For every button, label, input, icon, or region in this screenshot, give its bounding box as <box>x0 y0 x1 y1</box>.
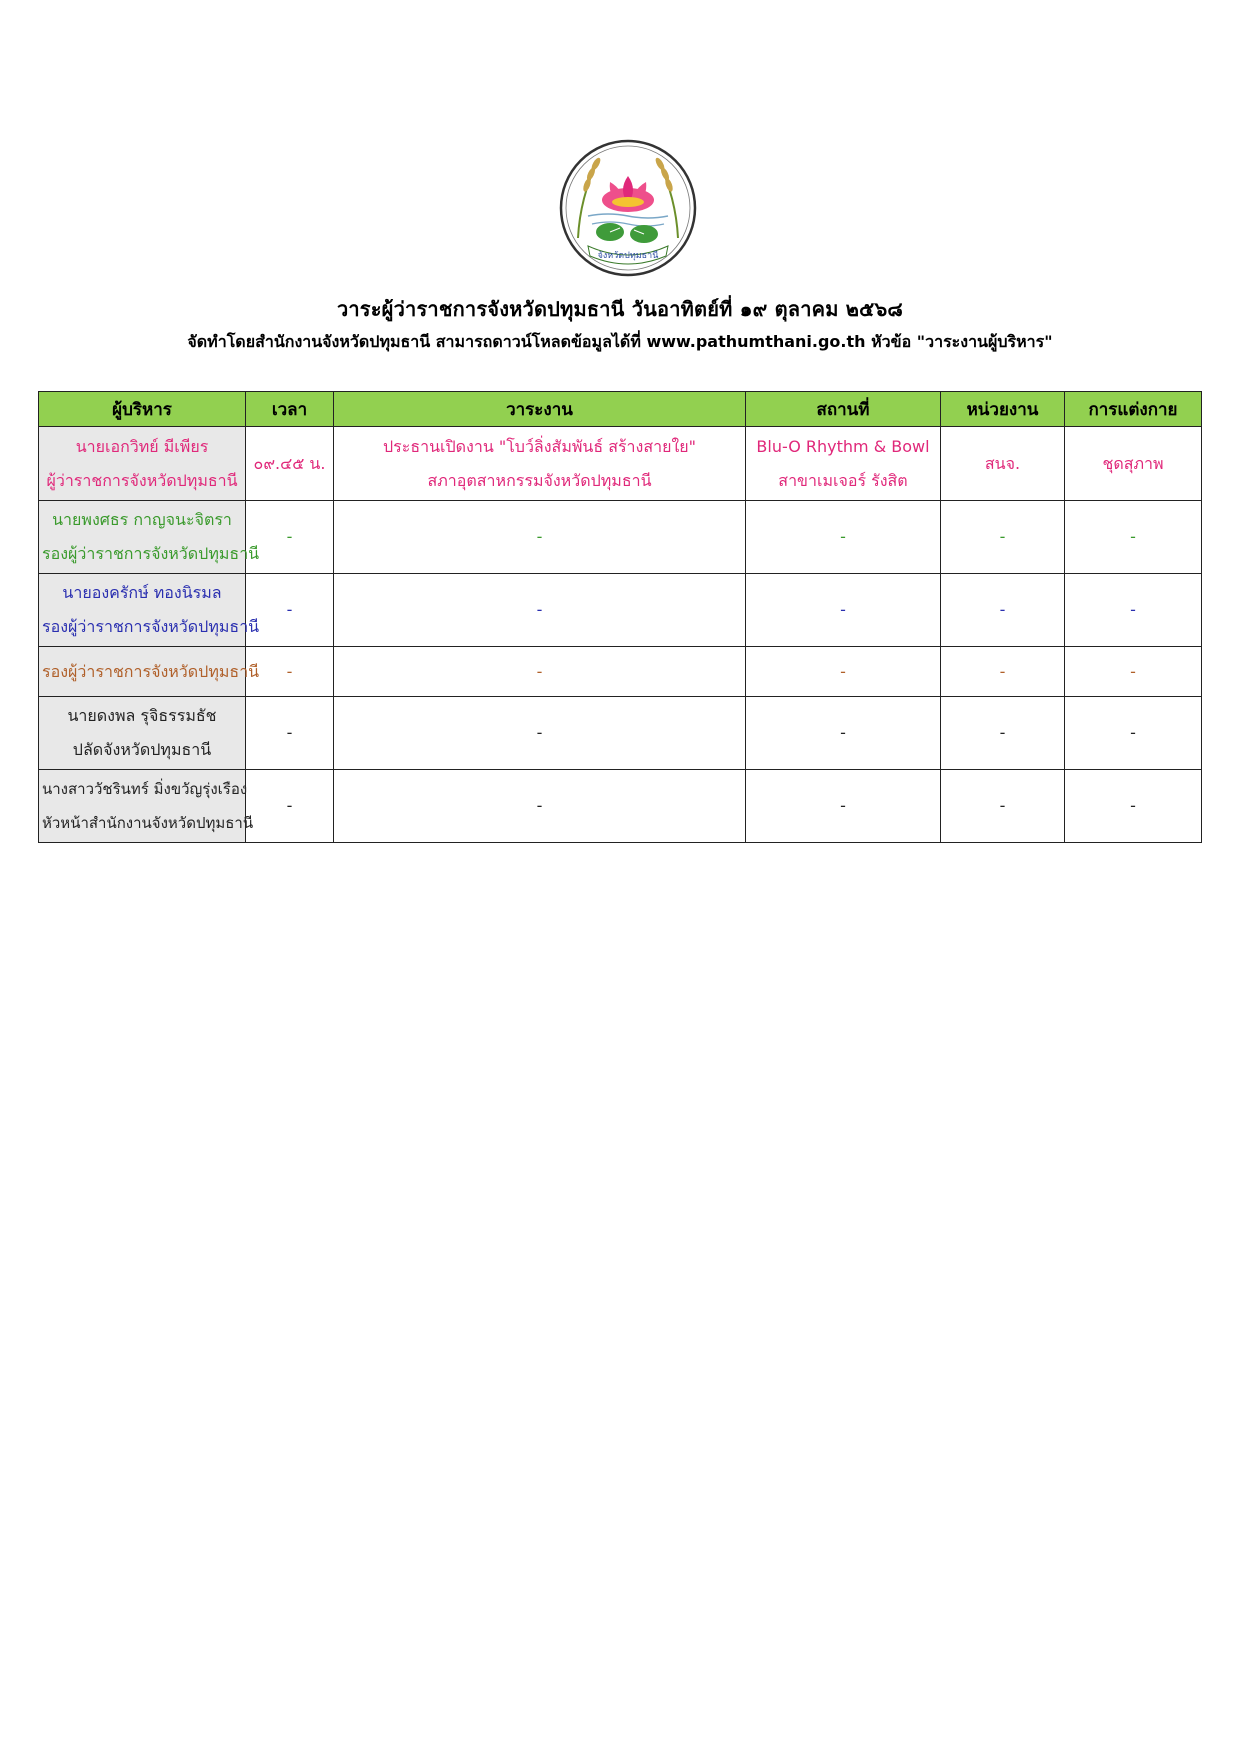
col-header-executive: ผู้บริหาร <box>39 392 246 427</box>
pathumthani-seal-logo <box>558 138 698 278</box>
agenda-cell: - <box>334 574 746 647</box>
agenda-cell: - <box>334 770 746 843</box>
time-cell: - <box>246 647 334 697</box>
dress-cell: - <box>1065 770 1202 843</box>
table-row <box>39 427 1202 501</box>
executive-cell <box>39 574 260 647</box>
place-cell: - <box>746 501 941 574</box>
page-subtitle: จัดทำโดยสำนักงานจังหวัดปทุมธานี สามารถดาวน์โหลดข้อมูลได้ที่ www.pathumthani.go.th หัวข้อ "วาระงานผู้บริหาร" <box>187 332 1053 351</box>
executive-cell <box>39 501 260 574</box>
executive-cell <box>39 770 254 843</box>
place-cell: - <box>746 770 941 843</box>
place-cell: - <box>746 647 941 697</box>
time-cell: - <box>246 501 334 574</box>
time-cell: - <box>246 770 334 843</box>
agency-cell: - <box>941 501 1065 574</box>
col-header-agenda: วาระงาน <box>334 392 746 427</box>
agenda-line: สภาอุตสาหกรรมจังหวัดปทุมธานี <box>427 470 652 490</box>
executive-cell <box>39 427 246 501</box>
agency-cell: สนจ. <box>941 427 1065 501</box>
executive-name: นายเอกวิทย์ มีเพียร <box>75 436 209 456</box>
agency-cell: - <box>941 574 1065 647</box>
agenda-cell: - <box>334 647 746 697</box>
seal-banner-text: จังหวัดปทุมธานี <box>597 251 659 261</box>
table-row <box>39 697 1202 770</box>
table-row <box>39 501 1202 574</box>
executive-title: หัวหน้าสำนักงานจังหวัดปทุมธานี <box>42 814 254 832</box>
agency-cell: - <box>941 770 1065 843</box>
table-row <box>39 574 1202 647</box>
executive-title: รองผู้ว่าราชการจังหวัดปทุมธานี <box>42 544 260 563</box>
place-line: Blu-O Rhythm & Bowl <box>756 436 930 456</box>
agency-cell: - <box>941 697 1065 770</box>
col-header-agency: หน่วยงาน <box>941 392 1065 427</box>
agenda-line: ประธานเปิดงาน "โบว์ลิ่งสัมพันธ์ สร้างสายใย" <box>382 436 697 456</box>
dress-cell: - <box>1065 501 1202 574</box>
dress-cell: ชุดสุภาพ <box>1065 427 1202 501</box>
table-row <box>39 647 1202 697</box>
col-header-dress: การแต่งกาย <box>1065 392 1202 427</box>
executive-name: นางสาววัชรินทร์ มิ่งขวัญรุ่งเรือง <box>42 780 248 798</box>
time-cell: ๐๙.๔๕ น. <box>246 427 334 501</box>
place-cell <box>746 427 941 501</box>
col-header-time: เวลา <box>246 392 334 427</box>
executive-name: นายดงพล รุจิธรรมธัช <box>67 706 217 725</box>
executive-title: รองผู้ว่าราชการจังหวัดปทุมธานี <box>42 617 260 636</box>
executive-name: นายพงศธร กาญจนะจิตรา <box>52 510 232 529</box>
executive-title: รองผู้ว่าราชการจังหวัดปทุมธานี <box>42 661 260 681</box>
agency-cell: - <box>941 647 1065 697</box>
dress-cell: - <box>1065 647 1202 697</box>
executive-title: ปลัดจังหวัดปทุมธานี <box>72 740 212 759</box>
dress-cell: - <box>1065 574 1202 647</box>
place-cell: - <box>746 697 941 770</box>
agenda-cell <box>334 427 746 501</box>
table-row <box>39 770 1202 843</box>
executive-title: ผู้ว่าราชการจังหวัดปทุมธานี <box>46 470 238 490</box>
table-header-row <box>39 392 1202 427</box>
agenda-cell: - <box>334 501 746 574</box>
executive-cell <box>39 647 260 697</box>
place-cell: - <box>746 574 941 647</box>
agenda-table <box>38 391 1202 843</box>
page-title: วาระผู้ว่าราชการจังหวัดปทุมธานี วันอาทิตย์ที่ ๑๙ ตุลาคม ๒๕๖๘ <box>336 297 904 321</box>
executive-name: นายองครักษ์ ทองนิรมล <box>62 583 222 602</box>
col-header-place: สถานที่ <box>746 392 941 427</box>
place-line: สาขาเมเจอร์ รังสิต <box>778 470 908 490</box>
time-cell: - <box>246 574 334 647</box>
dress-cell: - <box>1065 697 1202 770</box>
time-cell: - <box>246 697 334 770</box>
agenda-cell: - <box>334 697 746 770</box>
executive-cell <box>39 697 246 770</box>
